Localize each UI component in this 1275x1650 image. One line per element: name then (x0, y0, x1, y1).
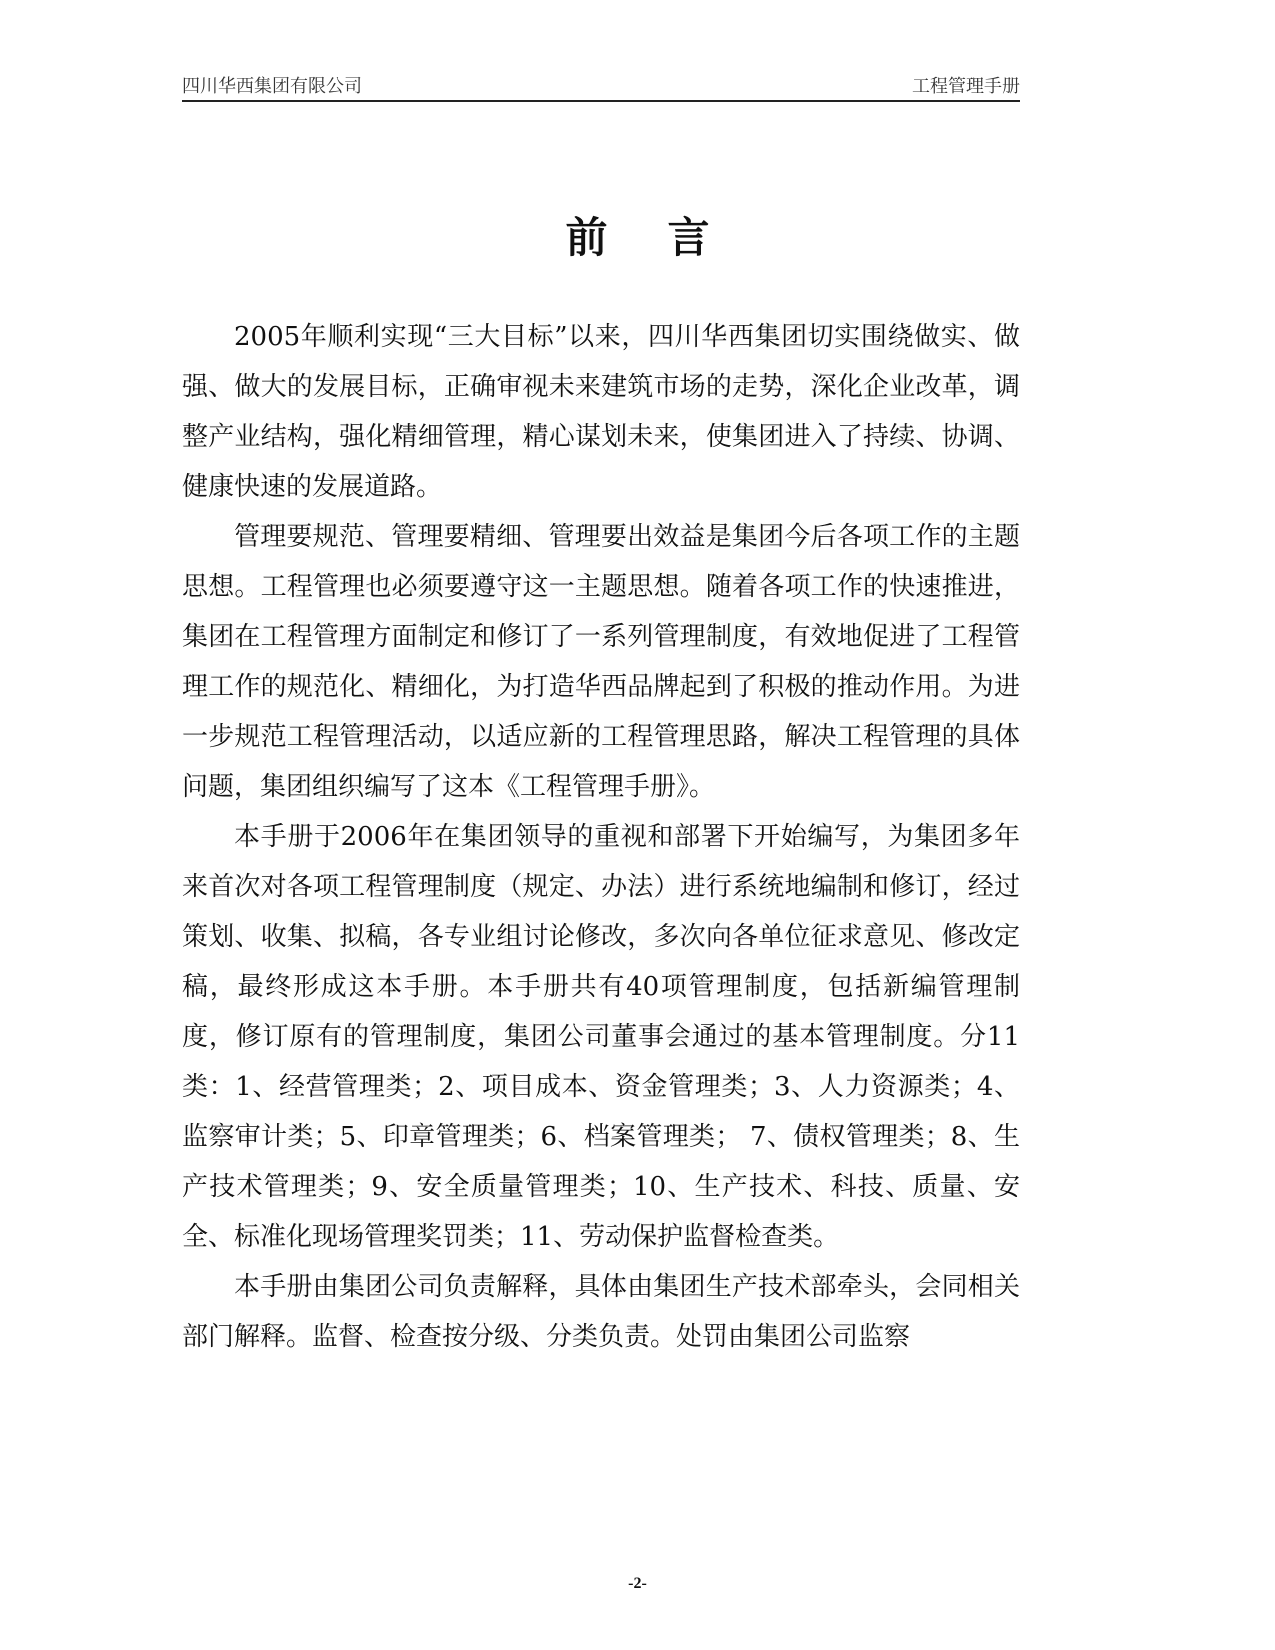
header-manual-title: 工程管理手册 (912, 76, 1020, 97)
paragraph-1: 2005年顺利实现“三大目标”以来，四川华西集团切实围绕做实、做强、做大的发展目标，正确审视未来建筑市场的走势，深化企业改革，调整产业结构，强化精细管理，精心谋划未来，使集团进入了持续、协调、健康快速的发展道路。 (182, 322, 1020, 502)
header-company-name: 四川华西集团有限公司 (182, 76, 362, 97)
body-text (182, 312, 1020, 1362)
page-number: -2- (628, 1575, 647, 1592)
paragraph-3: 本手册于2006年在集团领导的重视和部署下开始编写，为集团多年来首次对各项工程管理制度（规定、办法）进行系统地编制和修订，经过策划、收集、拟稿，各专业组讨论修改，多次向各单位征求意见、修改定稿，最终形成这本手册。本手册共有40项管理制度，包括新编管理制度，修订原有的管理制度，集团公司董事会通过的基本管理制度。分11类：1、经营管理类；2、项目成本、资金管理类；3、人力资源类；4、监察审计类；5、印章管理类；6、档案管理类； 7、债权管理类；8、生产技术管理类；9、安全质量管理类；10、生产技术、科技、质量、安全、标准化现场管理奖罚类；11、劳动保护监督检查类。 (182, 822, 1020, 1252)
paragraph-2: 管理要规范、管理要精细、管理要出效益是集团今后各项工作的主题思想。工程管理也必须要遵守这一主题思想。随着各项工作的快速推进，集团在工程管理方面制定和修订了一系列管理制度，有效地促进了工程管理工作的规范化、精细化，为打造华西品牌起到了积极的推动作用。为进一步规范工程管理活动，以适应新的工程管理思路，解决工程管理的具体问题，集团组织编写了这本《工程管理手册》。 (182, 522, 1020, 802)
page-header (182, 70, 1020, 102)
page-title: 前言 (565, 213, 770, 262)
paragraph-4: 本手册由集团公司负责解释，具体由集团生产技术部牵头，会同相关部门解释。监督、检查按分级、分类负责。处罚由集团公司监察 (182, 1272, 1020, 1352)
